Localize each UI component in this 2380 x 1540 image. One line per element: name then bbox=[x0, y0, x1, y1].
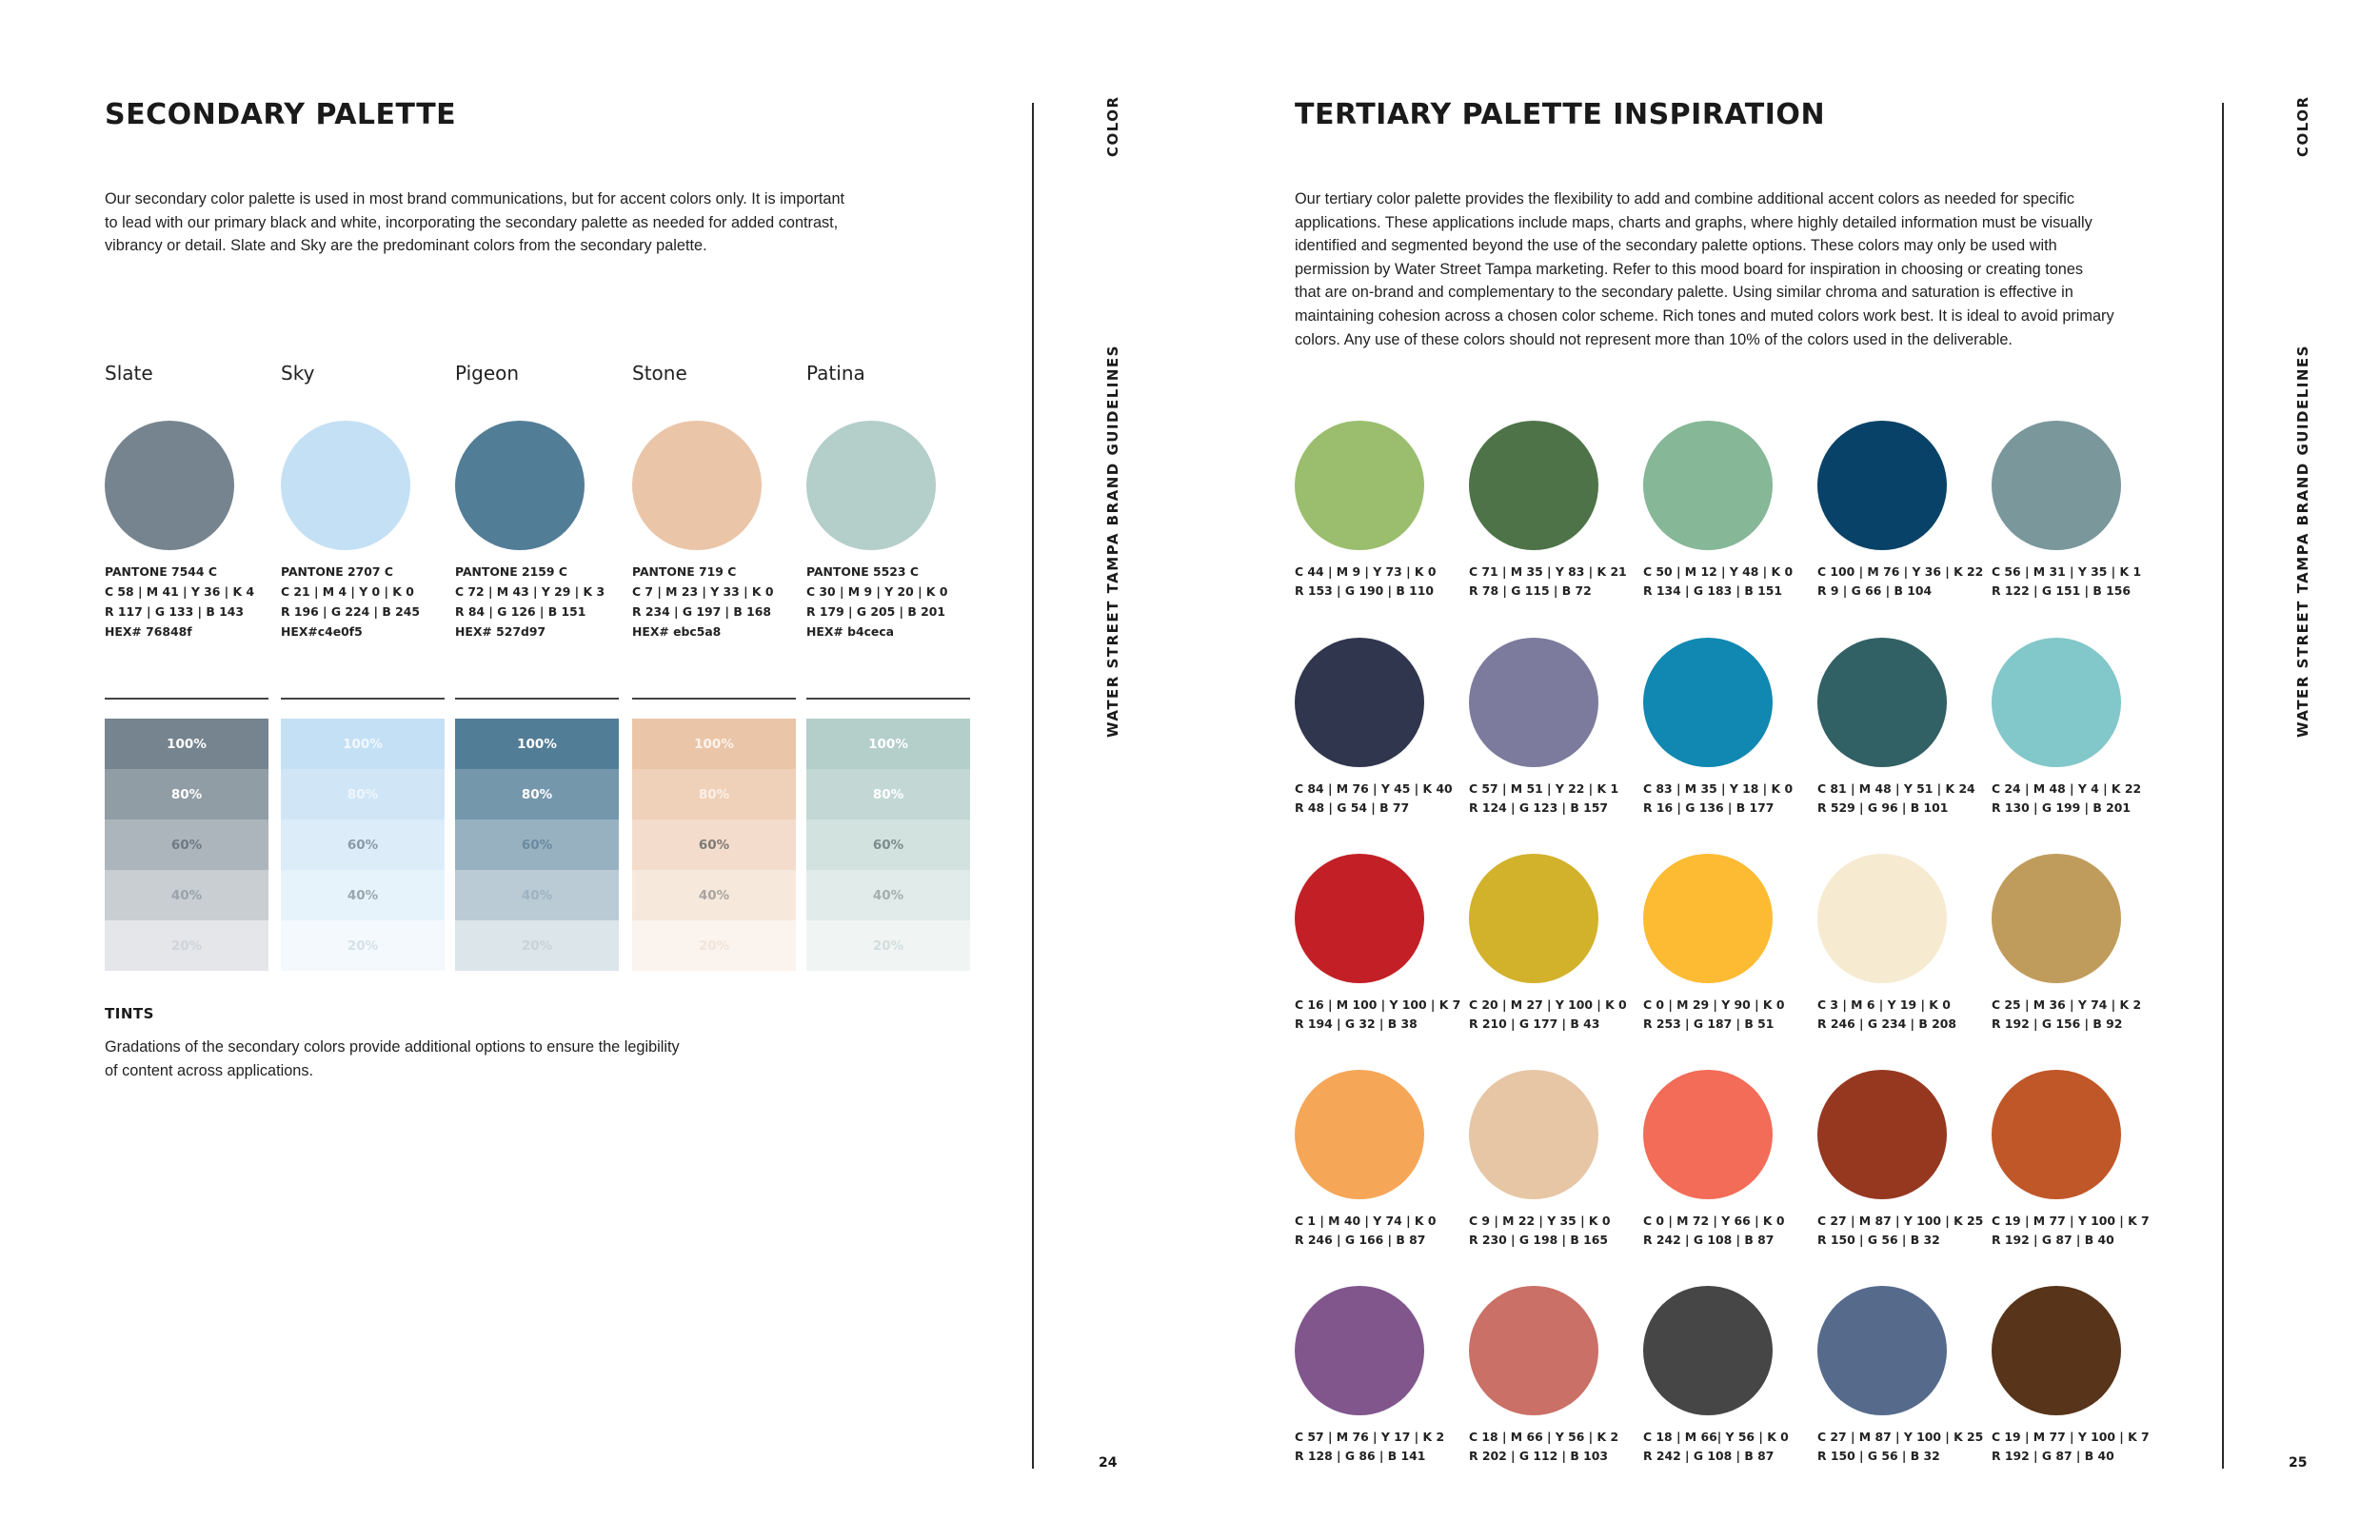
color-spec-line: HEX#c4e0f5 bbox=[281, 624, 363, 639]
tint-swatch: 20% bbox=[632, 920, 796, 971]
color-spec bbox=[1992, 780, 2161, 818]
tint-swatch: 100% bbox=[455, 719, 619, 769]
color-spec-line: PANTONE 7544 C bbox=[105, 564, 217, 579]
color-spec bbox=[1643, 996, 1813, 1034]
color-spec bbox=[1469, 996, 1638, 1034]
cmyk-values: C 44 | M 9 | Y 73 | K 0 bbox=[1295, 564, 1437, 579]
color-swatch bbox=[1643, 421, 1773, 550]
color-swatch bbox=[1817, 638, 1947, 767]
tertiary-swatch bbox=[1643, 854, 1813, 1044]
color-spec-line: C 58 | M 41 | Y 36 | K 4 bbox=[105, 584, 255, 599]
cmyk-values: C 0 | M 72 | Y 66 | K 0 bbox=[1643, 1214, 1785, 1228]
color-spec bbox=[1817, 563, 1987, 601]
rgb-values: R 124 | G 123 | B 157 bbox=[1469, 800, 1608, 815]
rgb-values: R 9 | G 66 | B 104 bbox=[1817, 583, 1933, 598]
color-spec-line: R 179 | G 205 | B 201 bbox=[806, 604, 945, 619]
tints-heading: TINTS bbox=[105, 1005, 154, 1022]
secondary-color-pigeon bbox=[455, 362, 619, 971]
tint-swatch: 20% bbox=[806, 920, 970, 971]
color-swatch bbox=[1295, 854, 1424, 983]
color-spec bbox=[1992, 1428, 2161, 1466]
color-swatch bbox=[1992, 638, 2121, 767]
cmyk-values: C 18 | M 66| Y 56 | K 0 bbox=[1643, 1430, 1789, 1444]
color-spec bbox=[1295, 563, 1464, 601]
color-swatch bbox=[1992, 854, 2121, 983]
side-section-label: COLOR bbox=[1104, 95, 1121, 157]
tint-swatch: 40% bbox=[632, 870, 796, 920]
page-title: SECONDARY PALETTE bbox=[105, 98, 457, 131]
tertiary-swatch bbox=[1469, 638, 1638, 828]
tertiary-swatch bbox=[1469, 421, 1638, 611]
intro-line: to lead with our primary black and white, incorporating the secondary palette as needed for added contrast, bbox=[105, 213, 839, 231]
cmyk-values: C 57 | M 76 | Y 17 | K 2 bbox=[1295, 1430, 1445, 1444]
vertical-rule bbox=[1032, 103, 1034, 1469]
tint-swatch: 80% bbox=[281, 769, 445, 819]
tint-stack bbox=[455, 719, 619, 971]
tint-swatch: 60% bbox=[105, 819, 268, 870]
color-spec-line: R 196 | G 224 | B 245 bbox=[281, 604, 420, 619]
color-swatch bbox=[1643, 1286, 1773, 1415]
color-swatch bbox=[1469, 1286, 1598, 1415]
tertiary-swatch bbox=[1992, 1286, 2161, 1476]
color-spec bbox=[1469, 1428, 1638, 1466]
tint-divider bbox=[281, 698, 445, 700]
color-spec bbox=[105, 562, 254, 642]
cmyk-values: C 18 | M 66 | Y 56 | K 2 bbox=[1469, 1430, 1619, 1444]
color-spec bbox=[1295, 780, 1464, 818]
rgb-values: R 128 | G 86 | B 141 bbox=[1295, 1449, 1426, 1463]
cmyk-values: C 19 | M 77 | Y 100 | K 7 bbox=[1992, 1430, 2150, 1444]
cmyk-values: C 83 | M 35 | Y 18 | K 0 bbox=[1643, 781, 1794, 796]
rgb-values: R 130 | G 199 | B 201 bbox=[1992, 800, 2131, 815]
color-spec-line: PANTONE 719 C bbox=[632, 564, 737, 579]
cmyk-values: C 84 | M 76 | Y 45 | K 40 bbox=[1295, 781, 1453, 796]
rgb-values: R 153 | G 190 | B 110 bbox=[1295, 583, 1434, 598]
tints-description-line: Gradations of the secondary colors provide additional options to ensure the legibility bbox=[105, 1038, 680, 1056]
secondary-color-sky bbox=[281, 362, 445, 971]
rgb-values: R 192 | G 87 | B 40 bbox=[1992, 1233, 2114, 1247]
tint-swatch: 20% bbox=[455, 920, 619, 971]
color-spec bbox=[1469, 1212, 1638, 1250]
tint-swatch: 40% bbox=[281, 870, 445, 920]
tertiary-swatch bbox=[1992, 1070, 2161, 1260]
tertiary-swatch bbox=[1295, 1070, 1464, 1260]
tint-stack bbox=[632, 719, 796, 971]
cmyk-values: C 1 | M 40 | Y 74 | K 0 bbox=[1295, 1214, 1437, 1228]
color-spec-line: PANTONE 2707 C bbox=[281, 564, 393, 579]
tints-description-line: of content across applications. bbox=[105, 1061, 314, 1079]
tertiary-swatch bbox=[1643, 1070, 1813, 1260]
color-swatch bbox=[1992, 1286, 2121, 1415]
tint-divider bbox=[105, 698, 268, 700]
intro-text bbox=[1295, 188, 2132, 351]
tertiary-swatch bbox=[1992, 421, 2161, 611]
color-name: Patina bbox=[806, 362, 865, 385]
color-swatch bbox=[455, 421, 585, 550]
color-swatch bbox=[1469, 1070, 1598, 1199]
color-spec-line: HEX# b4ceca bbox=[806, 624, 895, 639]
tint-divider bbox=[632, 698, 796, 700]
rgb-values: R 246 | G 234 | B 208 bbox=[1817, 1017, 1956, 1031]
color-spec bbox=[1295, 996, 1464, 1034]
color-name: Slate bbox=[105, 362, 153, 385]
tint-swatch: 20% bbox=[281, 920, 445, 971]
rgb-values: R 16 | G 136 | B 177 bbox=[1643, 800, 1775, 815]
color-spec bbox=[1817, 780, 1987, 818]
tertiary-swatch bbox=[1295, 854, 1464, 1044]
tertiary-swatch bbox=[1643, 421, 1813, 611]
color-spec-line: C 7 | M 23 | Y 33 | K 0 bbox=[632, 584, 774, 599]
tertiary-swatch bbox=[1992, 854, 2161, 1044]
cmyk-values: C 16 | M 100 | Y 100 | K 7 bbox=[1295, 997, 1461, 1012]
tint-swatch: 80% bbox=[105, 769, 268, 819]
color-swatch bbox=[1643, 1070, 1773, 1199]
cmyk-values: C 0 | M 29 | Y 90 | K 0 bbox=[1643, 997, 1785, 1012]
tint-swatch: 100% bbox=[806, 719, 970, 769]
color-swatch bbox=[1469, 854, 1598, 983]
intro-line: maintaining cohesion across a chosen color scheme. Rich tones and muted colors work best. It is ideal to avoid primary bbox=[1295, 306, 2114, 325]
color-swatch bbox=[1295, 421, 1424, 550]
secondary-color-slate bbox=[105, 362, 268, 971]
color-spec bbox=[1469, 780, 1638, 818]
tint-divider bbox=[806, 698, 970, 700]
color-spec bbox=[1643, 780, 1813, 818]
color-spec-line: R 234 | G 197 | B 168 bbox=[632, 604, 771, 619]
tertiary-swatch bbox=[1992, 638, 2161, 828]
rgb-values: R 150 | G 56 | B 32 bbox=[1817, 1449, 1940, 1463]
intro-line: Our tertiary color palette provides the flexibility to add and combine additional accent colors as needed for specific bbox=[1295, 190, 2075, 207]
cmyk-values: C 57 | M 51 | Y 22 | K 1 bbox=[1469, 781, 1619, 796]
color-swatch bbox=[1295, 638, 1424, 767]
color-swatch bbox=[1295, 1286, 1424, 1415]
color-spec bbox=[1469, 563, 1638, 601]
color-spec-line: R 117 | G 133 | B 143 bbox=[105, 604, 244, 619]
color-spec bbox=[1817, 996, 1987, 1034]
cmyk-values: C 56 | M 31 | Y 35 | K 1 bbox=[1992, 564, 2142, 579]
intro-line: applications. These applications include maps, charts and graphs, where highly detailed information must be visually bbox=[1295, 213, 2092, 231]
color-spec-line: HEX# ebc5a8 bbox=[632, 624, 722, 639]
page-number: 25 bbox=[2289, 1455, 2308, 1471]
side-section-label: COLOR bbox=[2294, 95, 2311, 157]
color-spec bbox=[1817, 1428, 1987, 1466]
color-spec bbox=[1992, 563, 2161, 601]
tertiary-swatch bbox=[1817, 1070, 1987, 1260]
tint-swatch: 60% bbox=[806, 819, 970, 870]
rgb-values: R 48 | G 54 | B 77 bbox=[1295, 800, 1410, 815]
rgb-values: R 246 | G 166 | B 87 bbox=[1295, 1233, 1426, 1247]
color-spec bbox=[455, 562, 605, 642]
cmyk-values: C 27 | M 87 | Y 100 | K 25 bbox=[1817, 1214, 1984, 1228]
tint-stack bbox=[105, 719, 268, 971]
color-spec-line: HEX# 76848f bbox=[105, 624, 192, 639]
tertiary-swatch bbox=[1469, 1070, 1638, 1260]
tertiary-swatch bbox=[1295, 1286, 1464, 1476]
tint-swatch: 60% bbox=[281, 819, 445, 870]
cmyk-values: C 50 | M 12 | Y 48 | K 0 bbox=[1643, 564, 1794, 579]
color-swatch bbox=[1817, 1286, 1947, 1415]
color-swatch bbox=[632, 421, 762, 550]
side-guideline-label: WATER STREET TAMPA BRAND GUIDELINES bbox=[1104, 345, 1121, 738]
tertiary-swatch bbox=[1817, 421, 1987, 611]
tint-swatch: 80% bbox=[455, 769, 619, 819]
tint-swatch: 40% bbox=[105, 870, 268, 920]
color-spec bbox=[1992, 996, 2161, 1034]
tertiary-swatch bbox=[1817, 638, 1987, 828]
tint-swatch: 80% bbox=[806, 769, 970, 819]
rgb-values: R 134 | G 183 | B 151 bbox=[1643, 583, 1782, 598]
color-spec bbox=[1643, 1212, 1813, 1250]
secondary-color-patina bbox=[806, 362, 970, 971]
tint-swatch: 60% bbox=[455, 819, 619, 870]
rgb-values: R 78 | G 115 | B 72 bbox=[1469, 583, 1592, 598]
color-spec bbox=[281, 562, 420, 642]
color-spec bbox=[1295, 1212, 1464, 1250]
color-swatch bbox=[1992, 1070, 2121, 1199]
color-spec bbox=[632, 562, 773, 642]
tint-swatch: 100% bbox=[105, 719, 268, 769]
tertiary-swatch bbox=[1295, 638, 1464, 828]
tint-swatch: 20% bbox=[105, 920, 268, 971]
cmyk-values: C 3 | M 6 | Y 19 | K 0 bbox=[1817, 997, 1951, 1012]
color-swatch bbox=[1992, 421, 2121, 550]
color-spec-line: R 84 | G 126 | B 151 bbox=[455, 604, 586, 619]
color-swatch bbox=[1817, 421, 1947, 550]
rgb-values: R 150 | G 56 | B 32 bbox=[1817, 1233, 1940, 1247]
tint-swatch: 100% bbox=[281, 719, 445, 769]
tertiary-swatch bbox=[1469, 1286, 1638, 1476]
color-name: Sky bbox=[281, 362, 315, 385]
tertiary-swatch bbox=[1469, 854, 1638, 1044]
tertiary-swatch bbox=[1643, 1286, 1813, 1476]
tertiary-swatch bbox=[1817, 1286, 1987, 1476]
color-spec-line: PANTONE 5523 C bbox=[806, 564, 919, 579]
rgb-values: R 210 | G 177 | B 43 bbox=[1469, 1017, 1600, 1031]
rgb-values: R 253 | G 187 | B 51 bbox=[1643, 1017, 1775, 1031]
color-swatch bbox=[105, 421, 234, 550]
color-spec bbox=[1643, 1428, 1813, 1466]
color-spec bbox=[806, 562, 947, 642]
intro-line: that are on-brand and complementary to the secondary palette. Using similar chroma and saturation is effective in bbox=[1295, 284, 2073, 302]
rgb-values: R 230 | G 198 | B 165 bbox=[1469, 1233, 1608, 1247]
rgb-values: R 192 | G 87 | B 40 bbox=[1992, 1449, 2114, 1463]
color-swatch bbox=[1643, 638, 1773, 767]
color-spec-line: C 30 | M 9 | Y 20 | K 0 bbox=[806, 584, 948, 599]
cmyk-values: C 100 | M 76 | Y 36 | K 22 bbox=[1817, 564, 1984, 579]
intro-text bbox=[105, 188, 866, 258]
cmyk-values: C 20 | M 27 | Y 100 | K 0 bbox=[1469, 997, 1627, 1012]
secondary-color-stone bbox=[632, 362, 796, 971]
color-name: Stone bbox=[632, 362, 687, 385]
intro-line: permission by Water Street Tampa marketing. Refer to this mood board for inspiration in choosing or creating tones bbox=[1295, 260, 2084, 278]
tint-swatch: 40% bbox=[806, 870, 970, 920]
color-swatch bbox=[1295, 1070, 1424, 1199]
color-spec bbox=[1817, 1212, 1987, 1250]
tint-swatch: 60% bbox=[632, 819, 796, 870]
color-spec bbox=[1643, 563, 1813, 601]
color-spec-line: HEX# 527d97 bbox=[455, 624, 546, 639]
tint-stack bbox=[281, 719, 445, 971]
tint-swatch: 80% bbox=[632, 769, 796, 819]
tint-divider bbox=[455, 698, 619, 700]
color-swatch bbox=[1817, 854, 1947, 983]
tints-description bbox=[105, 1036, 714, 1082]
intro-line: vibrancy or detail. Slate and Sky are the predominant colors from the secondary palette. bbox=[105, 237, 707, 255]
tertiary-swatch bbox=[1817, 854, 1987, 1044]
intro-line: Our secondary color palette is used in most brand communications, but for accent colors only. It is important bbox=[105, 190, 845, 207]
cmyk-values: C 27 | M 87 | Y 100 | K 25 bbox=[1817, 1430, 1984, 1444]
cmyk-values: C 81 | M 48 | Y 51 | K 24 bbox=[1817, 781, 1975, 796]
color-spec-line: C 21 | M 4 | Y 0 | K 0 bbox=[281, 584, 414, 599]
rgb-values: R 529 | G 96 | B 101 bbox=[1817, 800, 1949, 815]
color-spec-line: PANTONE 2159 C bbox=[455, 564, 567, 579]
color-spec bbox=[1295, 1428, 1464, 1466]
intro-line: identified and segmented beyond the use of the secondary palette options. These colors may only be used with bbox=[1295, 237, 2057, 255]
rgb-values: R 194 | G 32 | B 38 bbox=[1295, 1017, 1418, 1031]
color-swatch bbox=[1817, 1070, 1947, 1199]
vertical-rule bbox=[2222, 103, 2224, 1469]
right-page bbox=[1190, 0, 2380, 1540]
color-swatch bbox=[281, 421, 410, 550]
page-title: TERTIARY PALETTE INSPIRATION bbox=[1295, 98, 1826, 131]
cmyk-values: C 25 | M 36 | Y 74 | K 2 bbox=[1992, 997, 2142, 1012]
intro-line: colors. Any use of these colors should not represent more than 10% of the colors used in the deliverable. bbox=[1295, 330, 2013, 348]
page-number: 24 bbox=[1099, 1455, 1118, 1471]
color-name: Pigeon bbox=[455, 362, 520, 385]
tertiary-swatch bbox=[1295, 421, 1464, 611]
cmyk-values: C 19 | M 77 | Y 100 | K 7 bbox=[1992, 1214, 2150, 1228]
rgb-values: R 122 | G 151 | B 156 bbox=[1992, 583, 2131, 598]
cmyk-values: C 24 | M 48 | Y 4 | K 22 bbox=[1992, 781, 2142, 796]
color-swatch bbox=[1469, 638, 1598, 767]
tint-swatch: 100% bbox=[632, 719, 796, 769]
tint-swatch: 40% bbox=[455, 870, 619, 920]
color-swatch bbox=[806, 421, 936, 550]
cmyk-values: C 71 | M 35 | Y 83 | K 21 bbox=[1469, 564, 1627, 579]
color-swatch bbox=[1643, 854, 1773, 983]
side-guideline-label: WATER STREET TAMPA BRAND GUIDELINES bbox=[2294, 345, 2311, 738]
color-swatch bbox=[1469, 421, 1598, 550]
rgb-values: R 242 | G 108 | B 87 bbox=[1643, 1233, 1775, 1247]
color-spec-line: C 72 | M 43 | Y 29 | K 3 bbox=[455, 584, 605, 599]
cmyk-values: C 9 | M 22 | Y 35 | K 0 bbox=[1469, 1214, 1611, 1228]
tint-stack bbox=[806, 719, 970, 971]
color-spec bbox=[1992, 1212, 2161, 1250]
rgb-values: R 202 | G 112 | B 103 bbox=[1469, 1449, 1608, 1463]
tertiary-swatch bbox=[1643, 638, 1813, 828]
rgb-values: R 242 | G 108 | B 87 bbox=[1643, 1449, 1775, 1463]
rgb-values: R 192 | G 156 | B 92 bbox=[1992, 1017, 2123, 1031]
